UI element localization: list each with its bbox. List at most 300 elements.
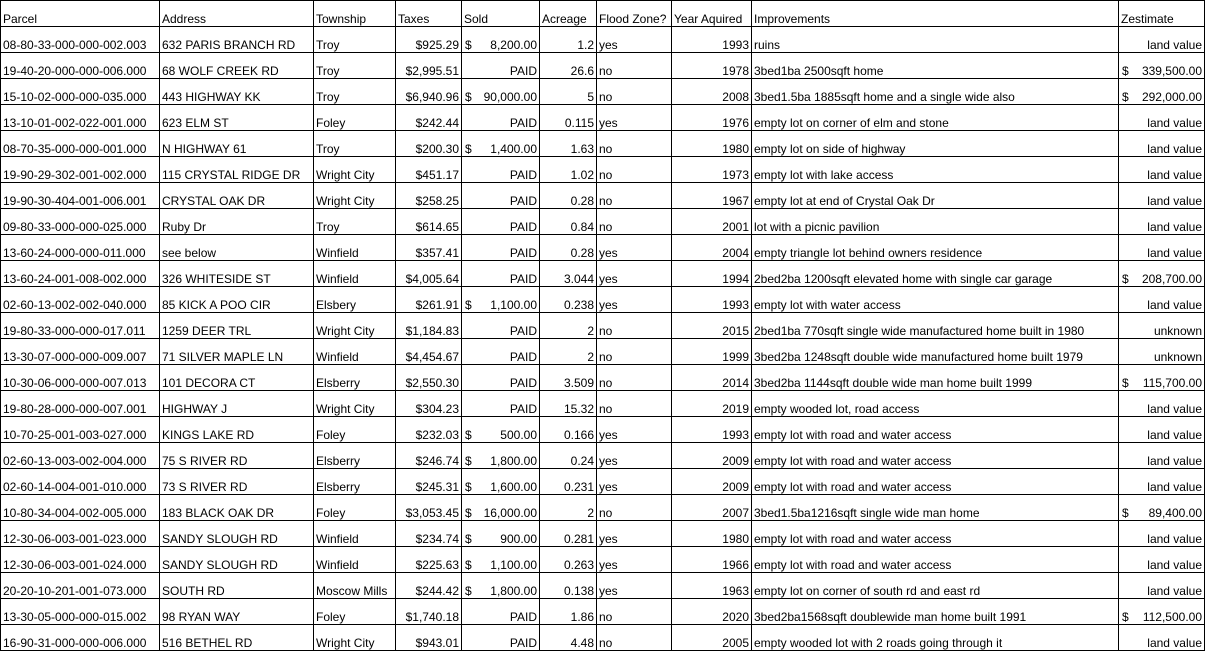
cell-flood-zone[interactable]: yes xyxy=(597,27,672,53)
header-year-acquired[interactable]: Year Aquired xyxy=(672,1,752,27)
cell-zestimate[interactable] xyxy=(1119,469,1205,495)
cell-improvements[interactable]: 2bed1ba 770sqft single wide manufactured home built in 1980 xyxy=(752,313,1119,339)
cell-acreage[interactable]: 0.115 xyxy=(540,105,597,131)
cell-taxes[interactable]: $246.74 xyxy=(396,443,462,469)
amount-value: 900.00 xyxy=(500,532,537,546)
cell-zestimate[interactable] xyxy=(1119,495,1205,521)
cell-sold[interactable] xyxy=(462,261,540,287)
cell-taxes[interactable]: $234.74 xyxy=(396,521,462,547)
cell-township[interactable]: Elsbery xyxy=(314,287,396,313)
cell-parcel[interactable]: 19-90-30-404-001-006.001 xyxy=(1,183,160,209)
currency-symbol xyxy=(1121,532,1122,546)
currency-symbol xyxy=(1121,220,1122,234)
cell-acreage[interactable]: 3.044 xyxy=(540,261,597,287)
cell-address[interactable]: KINGS LAKE RD xyxy=(160,417,314,443)
cell-improvements[interactable]: ruins xyxy=(752,27,1119,53)
cell-township[interactable]: Wright City xyxy=(314,313,396,339)
cell-acreage[interactable]: 5 xyxy=(540,79,597,105)
cell-improvements[interactable]: 3bed1ba 2500sqft home xyxy=(752,53,1119,79)
cell-acreage[interactable]: 2 xyxy=(540,495,597,521)
cell-township[interactable]: Troy xyxy=(314,53,396,79)
cell-acreage[interactable]: 4.48 xyxy=(540,625,597,651)
cell-year-acquired[interactable]: 2019 xyxy=(672,391,752,417)
cell-acreage[interactable]: 3.509 xyxy=(540,365,597,391)
cell-taxes[interactable]: $4,005.64 xyxy=(396,261,462,287)
cell-taxes[interactable]: $258.25 xyxy=(396,183,462,209)
cell-zestimate[interactable] xyxy=(1119,261,1205,287)
cell-flood-zone[interactable]: no xyxy=(597,183,672,209)
cell-taxes[interactable]: $1,740.18 xyxy=(396,599,462,625)
cell-sold[interactable] xyxy=(462,79,540,105)
cell-township[interactable]: Foley xyxy=(314,105,396,131)
currency-symbol xyxy=(1121,480,1122,494)
cell-flood-zone[interactable]: no xyxy=(597,495,672,521)
cell-sold[interactable] xyxy=(462,209,540,235)
cell-zestimate[interactable] xyxy=(1119,313,1205,339)
cell-taxes[interactable]: $451.17 xyxy=(396,157,462,183)
cell-address[interactable]: SOUTH RD xyxy=(160,573,314,599)
cell-parcel[interactable]: 10-70-25-001-003-027.000 xyxy=(1,417,160,443)
currency-symbol xyxy=(1121,428,1122,442)
cell-sold[interactable] xyxy=(462,131,540,157)
cell-sold[interactable] xyxy=(462,599,540,625)
cell-improvements[interactable]: empty wooded lot with 2 roads going through it xyxy=(752,625,1119,651)
cell-acreage[interactable]: 1.63 xyxy=(540,131,597,157)
cell-sold[interactable] xyxy=(462,443,540,469)
cell-zestimate[interactable] xyxy=(1119,209,1205,235)
cell-parcel[interactable]: 13-60-24-001-008-002.000 xyxy=(1,261,160,287)
cell-taxes[interactable]: $6,940.96 xyxy=(396,79,462,105)
cell-taxes[interactable]: $245.31 xyxy=(396,469,462,495)
cell-sold[interactable] xyxy=(462,287,540,313)
table-row xyxy=(1,365,1205,391)
currency-symbol xyxy=(464,376,465,390)
table-row xyxy=(1,469,1205,495)
cell-year-acquired[interactable]: 2009 xyxy=(672,469,752,495)
cell-taxes[interactable]: $304.23 xyxy=(396,391,462,417)
cell-zestimate[interactable] xyxy=(1119,157,1205,183)
cell-address[interactable]: 75 S RIVER RD xyxy=(160,443,314,469)
cell-sold[interactable] xyxy=(462,625,540,651)
amount-value: 8,200.00 xyxy=(490,38,537,52)
amount-value: 292,000.00 xyxy=(1141,90,1202,104)
amount-value: 500.00 xyxy=(500,428,537,442)
currency-symbol xyxy=(464,610,465,624)
cell-acreage[interactable]: 26.6 xyxy=(540,53,597,79)
amount-value: land value xyxy=(1147,636,1202,650)
cell-flood-zone[interactable]: yes xyxy=(597,443,672,469)
cell-year-acquired[interactable]: 2008 xyxy=(672,79,752,105)
cell-year-acquired[interactable]: 2004 xyxy=(672,235,752,261)
cell-address[interactable]: 326 WHITESIDE ST xyxy=(160,261,314,287)
header-zestimate[interactable]: Zestimate xyxy=(1119,1,1205,27)
amount-value: land value xyxy=(1147,454,1202,468)
cell-acreage[interactable]: 1.02 xyxy=(540,157,597,183)
cell-acreage[interactable]: 0.28 xyxy=(540,235,597,261)
cell-zestimate[interactable] xyxy=(1119,339,1205,365)
cell-township[interactable]: Foley xyxy=(314,495,396,521)
cell-township[interactable]: Elsberry xyxy=(314,443,396,469)
cell-improvements[interactable]: 3bed1.5ba1216sqft single wide man home xyxy=(752,495,1119,521)
cell-address[interactable]: 183 BLACK OAK DR xyxy=(160,495,314,521)
cell-taxes[interactable]: $2,995.51 xyxy=(396,53,462,79)
cell-sold[interactable] xyxy=(462,495,540,521)
cell-sold[interactable] xyxy=(462,521,540,547)
cell-improvements[interactable]: empty lot with road and water access xyxy=(752,547,1119,573)
cell-acreage[interactable]: 0.24 xyxy=(540,443,597,469)
cell-zestimate[interactable] xyxy=(1119,53,1205,79)
cell-sold[interactable] xyxy=(462,53,540,79)
cell-acreage[interactable]: 0.281 xyxy=(540,521,597,547)
cell-acreage[interactable]: 0.166 xyxy=(540,417,597,443)
cell-sold[interactable] xyxy=(462,391,540,417)
cell-address[interactable]: 98 RYAN WAY xyxy=(160,599,314,625)
cell-parcel[interactable]: 19-90-29-302-001-002.000 xyxy=(1,157,160,183)
cell-parcel[interactable]: 09-80-33-000-000-025.000 xyxy=(1,209,160,235)
cell-zestimate[interactable] xyxy=(1119,443,1205,469)
cell-year-acquired[interactable]: 1967 xyxy=(672,183,752,209)
cell-zestimate[interactable] xyxy=(1119,365,1205,391)
cell-taxes[interactable]: $225.63 xyxy=(396,547,462,573)
table-row xyxy=(1,339,1205,365)
cell-sold[interactable] xyxy=(462,235,540,261)
cell-parcel[interactable]: 02-60-13-003-002-004.000 xyxy=(1,443,160,469)
cell-sold[interactable] xyxy=(462,339,540,365)
cell-improvements[interactable]: 3bed1.5ba 1885sqft home and a single wide also xyxy=(752,79,1119,105)
cell-year-acquired[interactable]: 1994 xyxy=(672,261,752,287)
cell-zestimate[interactable] xyxy=(1119,391,1205,417)
cell-acreage[interactable]: 0.238 xyxy=(540,287,597,313)
cell-acreage[interactable]: 0.138 xyxy=(540,573,597,599)
cell-sold[interactable] xyxy=(462,183,540,209)
cell-address[interactable]: CRYSTAL OAK DR xyxy=(160,183,314,209)
cell-township[interactable]: Troy xyxy=(314,209,396,235)
cell-parcel[interactable]: 12-30-06-003-001-023.000 xyxy=(1,521,160,547)
cell-flood-zone[interactable]: no xyxy=(597,313,672,339)
cell-improvements[interactable]: 3bed2ba 1144sqft double wide man home built 1999 xyxy=(752,365,1119,391)
currency-symbol xyxy=(464,350,465,364)
cell-sold[interactable] xyxy=(462,469,540,495)
cell-township[interactable]: Wright City xyxy=(314,157,396,183)
cell-taxes[interactable]: $357.41 xyxy=(396,235,462,261)
header-township[interactable]: Township xyxy=(314,1,396,27)
cell-acreage[interactable]: 0.28 xyxy=(540,183,597,209)
amount-value: PAID xyxy=(509,324,537,338)
currency-symbol: $ xyxy=(465,38,472,52)
currency-symbol: $ xyxy=(465,558,472,572)
cell-year-acquired[interactable]: 1999 xyxy=(672,339,752,365)
cell-parcel[interactable]: 13-10-01-002-022-001.000 xyxy=(1,105,160,131)
cell-parcel[interactable]: 19-80-28-000-000-007.001 xyxy=(1,391,160,417)
cell-zestimate[interactable] xyxy=(1119,27,1205,53)
header-acreage[interactable]: Acreage xyxy=(540,1,597,27)
cell-improvements[interactable]: 3bed2ba 1248sqft double wide manufactured home built 1979 xyxy=(752,339,1119,365)
cell-township[interactable]: Troy xyxy=(314,79,396,105)
cell-taxes[interactable]: $200.30 xyxy=(396,131,462,157)
cell-improvements[interactable]: empty lot on side of highway xyxy=(752,131,1119,157)
cell-flood-zone[interactable]: yes xyxy=(597,235,672,261)
cell-flood-zone[interactable]: no xyxy=(597,625,672,651)
cell-parcel[interactable]: 12-30-06-003-001-024.000 xyxy=(1,547,160,573)
cell-improvements[interactable]: 2bed2ba 1200sqft elevated home with single car garage xyxy=(752,261,1119,287)
amount-value: 112,500.00 xyxy=(1142,610,1202,624)
amount-value: PAID xyxy=(509,64,537,78)
cell-parcel[interactable]: 08-80-33-000-000-002.003 xyxy=(1,27,160,53)
cell-parcel[interactable]: 19-80-33-000-000-017.011 xyxy=(1,313,160,339)
cell-zestimate[interactable] xyxy=(1119,599,1205,625)
table-row xyxy=(1,443,1205,469)
cell-parcel[interactable]: 15-10-02-000-000-035.000 xyxy=(1,79,160,105)
currency-symbol xyxy=(464,64,465,78)
cell-taxes[interactable]: $261.91 xyxy=(396,287,462,313)
cell-year-acquired[interactable]: 1963 xyxy=(672,573,752,599)
cell-taxes[interactable]: $244.42 xyxy=(396,573,462,599)
cell-flood-zone[interactable]: yes xyxy=(597,287,672,313)
cell-parcel[interactable]: 10-80-34-004-002-005.000 xyxy=(1,495,160,521)
cell-taxes[interactable]: $1,184.83 xyxy=(396,313,462,339)
cell-sold[interactable] xyxy=(462,547,540,573)
amount-value: land value xyxy=(1147,220,1202,234)
cell-acreage[interactable]: 1.86 xyxy=(540,599,597,625)
amount-value: land value xyxy=(1147,142,1202,156)
cell-address[interactable]: SANDY SLOUGH RD xyxy=(160,547,314,573)
cell-zestimate[interactable] xyxy=(1119,105,1205,131)
currency-symbol: $ xyxy=(1122,90,1129,104)
header-sold[interactable]: Sold xyxy=(462,1,540,27)
cell-acreage[interactable]: 2 xyxy=(540,339,597,365)
cell-year-acquired[interactable]: 1973 xyxy=(672,157,752,183)
cell-year-acquired[interactable]: 2014 xyxy=(672,365,752,391)
cell-address[interactable]: Ruby Dr xyxy=(160,209,314,235)
cell-address[interactable]: 71 SILVER MAPLE LN xyxy=(160,339,314,365)
cell-improvements[interactable]: empty lot with road and water access xyxy=(752,469,1119,495)
cell-township[interactable]: Wright City xyxy=(314,391,396,417)
cell-flood-zone[interactable]: yes xyxy=(597,105,672,131)
cell-year-acquired[interactable]: 1980 xyxy=(672,131,752,157)
cell-zestimate[interactable] xyxy=(1119,573,1205,599)
cell-zestimate[interactable] xyxy=(1119,79,1205,105)
cell-sold[interactable] xyxy=(462,157,540,183)
cell-sold[interactable] xyxy=(462,313,540,339)
currency-symbol: $ xyxy=(465,480,472,494)
cell-township[interactable]: Elsberry xyxy=(314,365,396,391)
cell-parcel[interactable]: 10-30-06-000-000-007.013 xyxy=(1,365,160,391)
cell-flood-zone[interactable]: yes xyxy=(597,417,672,443)
cell-flood-zone[interactable]: yes xyxy=(597,547,672,573)
table-row xyxy=(1,599,1205,625)
cell-flood-zone[interactable]: yes xyxy=(597,469,672,495)
cell-flood-zone[interactable]: no xyxy=(597,209,672,235)
cell-address[interactable]: 115 CRYSTAL RIDGE DR xyxy=(160,157,314,183)
header-improvements[interactable]: Improvements xyxy=(752,1,1119,27)
amount-value: PAID xyxy=(509,116,537,130)
cell-year-acquired[interactable]: 1976 xyxy=(672,105,752,131)
cell-improvements[interactable]: empty lot with road and water access xyxy=(752,417,1119,443)
cell-address[interactable]: N HIGHWAY 61 xyxy=(160,131,314,157)
amount-value: PAID xyxy=(509,220,537,234)
currency-symbol: $ xyxy=(1122,506,1129,520)
table-row xyxy=(1,209,1205,235)
cell-township[interactable]: Winfield xyxy=(314,339,396,365)
cell-township[interactable]: Foley xyxy=(314,417,396,443)
cell-improvements[interactable]: empty lot on corner of south rd and east rd xyxy=(752,573,1119,599)
currency-symbol: $ xyxy=(465,532,472,546)
cell-township[interactable]: Troy xyxy=(314,27,396,53)
cell-taxes[interactable]: $925.29 xyxy=(396,27,462,53)
cell-address[interactable]: 1259 DEER TRL xyxy=(160,313,314,339)
cell-township[interactable]: Winfield xyxy=(314,235,396,261)
cell-address[interactable]: SANDY SLOUGH RD xyxy=(160,521,314,547)
currency-symbol: $ xyxy=(1122,272,1129,286)
cell-improvements[interactable]: empty lot on corner of elm and stone xyxy=(752,105,1119,131)
cell-parcel[interactable]: 02-60-13-002-002-040.000 xyxy=(1,287,160,313)
cell-address[interactable]: 443 HIGHWAY KK xyxy=(160,79,314,105)
cell-parcel[interactable]: 20-20-10-201-001-073.000 xyxy=(1,573,160,599)
cell-acreage[interactable]: 2 xyxy=(540,313,597,339)
cell-year-acquired[interactable]: 1993 xyxy=(672,27,752,53)
header-taxes[interactable]: Taxes xyxy=(396,1,462,27)
cell-year-acquired[interactable]: 1993 xyxy=(672,287,752,313)
cell-parcel[interactable]: 16-90-31-000-000-006.000 xyxy=(1,625,160,651)
cell-flood-zone[interactable]: no xyxy=(597,365,672,391)
cell-parcel[interactable]: 13-30-05-000-000-015.002 xyxy=(1,599,160,625)
cell-address[interactable]: HIGHWAY J xyxy=(160,391,314,417)
cell-address[interactable]: 516 BETHEL RD xyxy=(160,625,314,651)
cell-zestimate[interactable] xyxy=(1119,625,1205,651)
currency-symbol: $ xyxy=(465,298,472,312)
cell-flood-zone[interactable]: yes xyxy=(597,573,672,599)
cell-improvements[interactable]: empty triangle lot behind owners residence xyxy=(752,235,1119,261)
cell-taxes[interactable]: $943.01 xyxy=(396,625,462,651)
table-row xyxy=(1,521,1205,547)
cell-year-acquired[interactable]: 2015 xyxy=(672,313,752,339)
cell-sold[interactable] xyxy=(462,417,540,443)
cell-township[interactable]: Foley xyxy=(314,599,396,625)
cell-improvements[interactable]: empty lot at end of Crystal Oak Dr xyxy=(752,183,1119,209)
cell-acreage[interactable]: 0.263 xyxy=(540,547,597,573)
cell-flood-zone[interactable]: no xyxy=(597,391,672,417)
cell-zestimate[interactable] xyxy=(1119,183,1205,209)
cell-zestimate[interactable] xyxy=(1119,547,1205,573)
cell-township[interactable]: Winfield xyxy=(314,547,396,573)
cell-address[interactable]: 68 WOLF CREEK RD xyxy=(160,53,314,79)
header-flood-zone[interactable]: Flood Zone? xyxy=(597,1,672,27)
cell-year-acquired[interactable]: 2020 xyxy=(672,599,752,625)
currency-symbol: $ xyxy=(1122,610,1129,624)
cell-parcel[interactable]: 13-60-24-000-000-011.000 xyxy=(1,235,160,261)
cell-flood-zone[interactable]: yes xyxy=(597,261,672,287)
cell-flood-zone[interactable]: yes xyxy=(597,521,672,547)
cell-year-acquired[interactable]: 1993 xyxy=(672,417,752,443)
cell-year-acquired[interactable]: 2009 xyxy=(672,443,752,469)
amount-value: 339,500.00 xyxy=(1141,64,1202,78)
cell-flood-zone[interactable]: no xyxy=(597,53,672,79)
cell-zestimate[interactable] xyxy=(1119,235,1205,261)
currency-symbol xyxy=(1121,584,1122,598)
cell-township[interactable]: Wright City xyxy=(314,625,396,651)
table-row xyxy=(1,391,1205,417)
cell-township[interactable]: Wright City xyxy=(314,183,396,209)
header-address[interactable]: Address xyxy=(160,1,314,27)
cell-year-acquired[interactable]: 1978 xyxy=(672,53,752,79)
amount-value: 89,400.00 xyxy=(1148,506,1202,520)
amount-value: 208,700.00 xyxy=(1141,272,1202,286)
cell-year-acquired[interactable]: 2007 xyxy=(672,495,752,521)
cell-improvements[interactable]: empty lot with lake access xyxy=(752,157,1119,183)
cell-township[interactable]: Winfield xyxy=(314,521,396,547)
cell-taxes[interactable]: $614.65 xyxy=(396,209,462,235)
cell-taxes[interactable]: $232.03 xyxy=(396,417,462,443)
cell-township[interactable]: Troy xyxy=(314,131,396,157)
currency-symbol: $ xyxy=(465,584,472,598)
currency-symbol xyxy=(1121,246,1122,260)
header-parcel[interactable]: Parcel xyxy=(1,1,160,27)
cell-taxes[interactable]: $2,550.30 xyxy=(396,365,462,391)
cell-parcel[interactable]: 13-30-07-000-000-009.007 xyxy=(1,339,160,365)
cell-township[interactable]: Elsberry xyxy=(314,469,396,495)
cell-acreage[interactable]: 0.84 xyxy=(540,209,597,235)
table-row xyxy=(1,27,1205,53)
cell-improvements[interactable]: lot with a picnic pavilion xyxy=(752,209,1119,235)
cell-improvements[interactable]: empty lot with water access xyxy=(752,287,1119,313)
cell-flood-zone[interactable]: no xyxy=(597,131,672,157)
cell-improvements[interactable]: empty wooded lot, road access xyxy=(752,391,1119,417)
cell-zestimate[interactable] xyxy=(1119,131,1205,157)
cell-taxes[interactable]: $4,454.67 xyxy=(396,339,462,365)
cell-parcel[interactable]: 19-40-20-000-000-006.000 xyxy=(1,53,160,79)
cell-improvements[interactable]: 3bed2ba1568sqft doublewide man home built 1991 xyxy=(752,599,1119,625)
cell-flood-zone[interactable]: no xyxy=(597,339,672,365)
cell-year-acquired[interactable]: 1980 xyxy=(672,521,752,547)
cell-year-acquired[interactable]: 1966 xyxy=(672,547,752,573)
cell-zestimate[interactable] xyxy=(1119,417,1205,443)
cell-parcel[interactable]: 08-70-35-000-000-001.000 xyxy=(1,131,160,157)
cell-sold[interactable] xyxy=(462,105,540,131)
cell-improvements[interactable]: empty lot with road and water access xyxy=(752,521,1119,547)
cell-sold[interactable] xyxy=(462,27,540,53)
cell-parcel[interactable]: 02-60-14-004-001-010.000 xyxy=(1,469,160,495)
cell-year-acquired[interactable]: 2001 xyxy=(672,209,752,235)
amount-value: PAID xyxy=(509,402,537,416)
cell-flood-zone[interactable]: no xyxy=(597,79,672,105)
cell-address[interactable]: 632 PARIS BRANCH RD xyxy=(160,27,314,53)
cell-address[interactable]: see below xyxy=(160,235,314,261)
cell-improvements[interactable]: empty lot with road and water access xyxy=(752,443,1119,469)
cell-sold[interactable] xyxy=(462,573,540,599)
cell-zestimate[interactable] xyxy=(1119,287,1205,313)
cell-acreage[interactable]: 15.32 xyxy=(540,391,597,417)
cell-year-acquired[interactable]: 2005 xyxy=(672,625,752,651)
amount-value: land value xyxy=(1147,168,1202,182)
cell-taxes[interactable]: $3,053.45 xyxy=(396,495,462,521)
cell-address[interactable]: 101 DECORA CT xyxy=(160,365,314,391)
cell-address[interactable]: 73 S RIVER RD xyxy=(160,469,314,495)
cell-flood-zone[interactable]: no xyxy=(597,157,672,183)
cell-address[interactable]: 623 ELM ST xyxy=(160,105,314,131)
cell-zestimate[interactable] xyxy=(1119,521,1205,547)
cell-township[interactable]: Winfield xyxy=(314,261,396,287)
cell-acreage[interactable]: 1.2 xyxy=(540,27,597,53)
currency-symbol xyxy=(464,246,465,260)
table-row xyxy=(1,53,1205,79)
cell-township[interactable]: Moscow Mills xyxy=(314,573,396,599)
currency-symbol xyxy=(1121,350,1122,364)
cell-taxes[interactable]: $242.44 xyxy=(396,105,462,131)
cell-sold[interactable] xyxy=(462,365,540,391)
cell-acreage[interactable]: 0.231 xyxy=(540,469,597,495)
cell-address[interactable]: 85 KICK A POO CIR xyxy=(160,287,314,313)
cell-flood-zone[interactable]: no xyxy=(597,599,672,625)
